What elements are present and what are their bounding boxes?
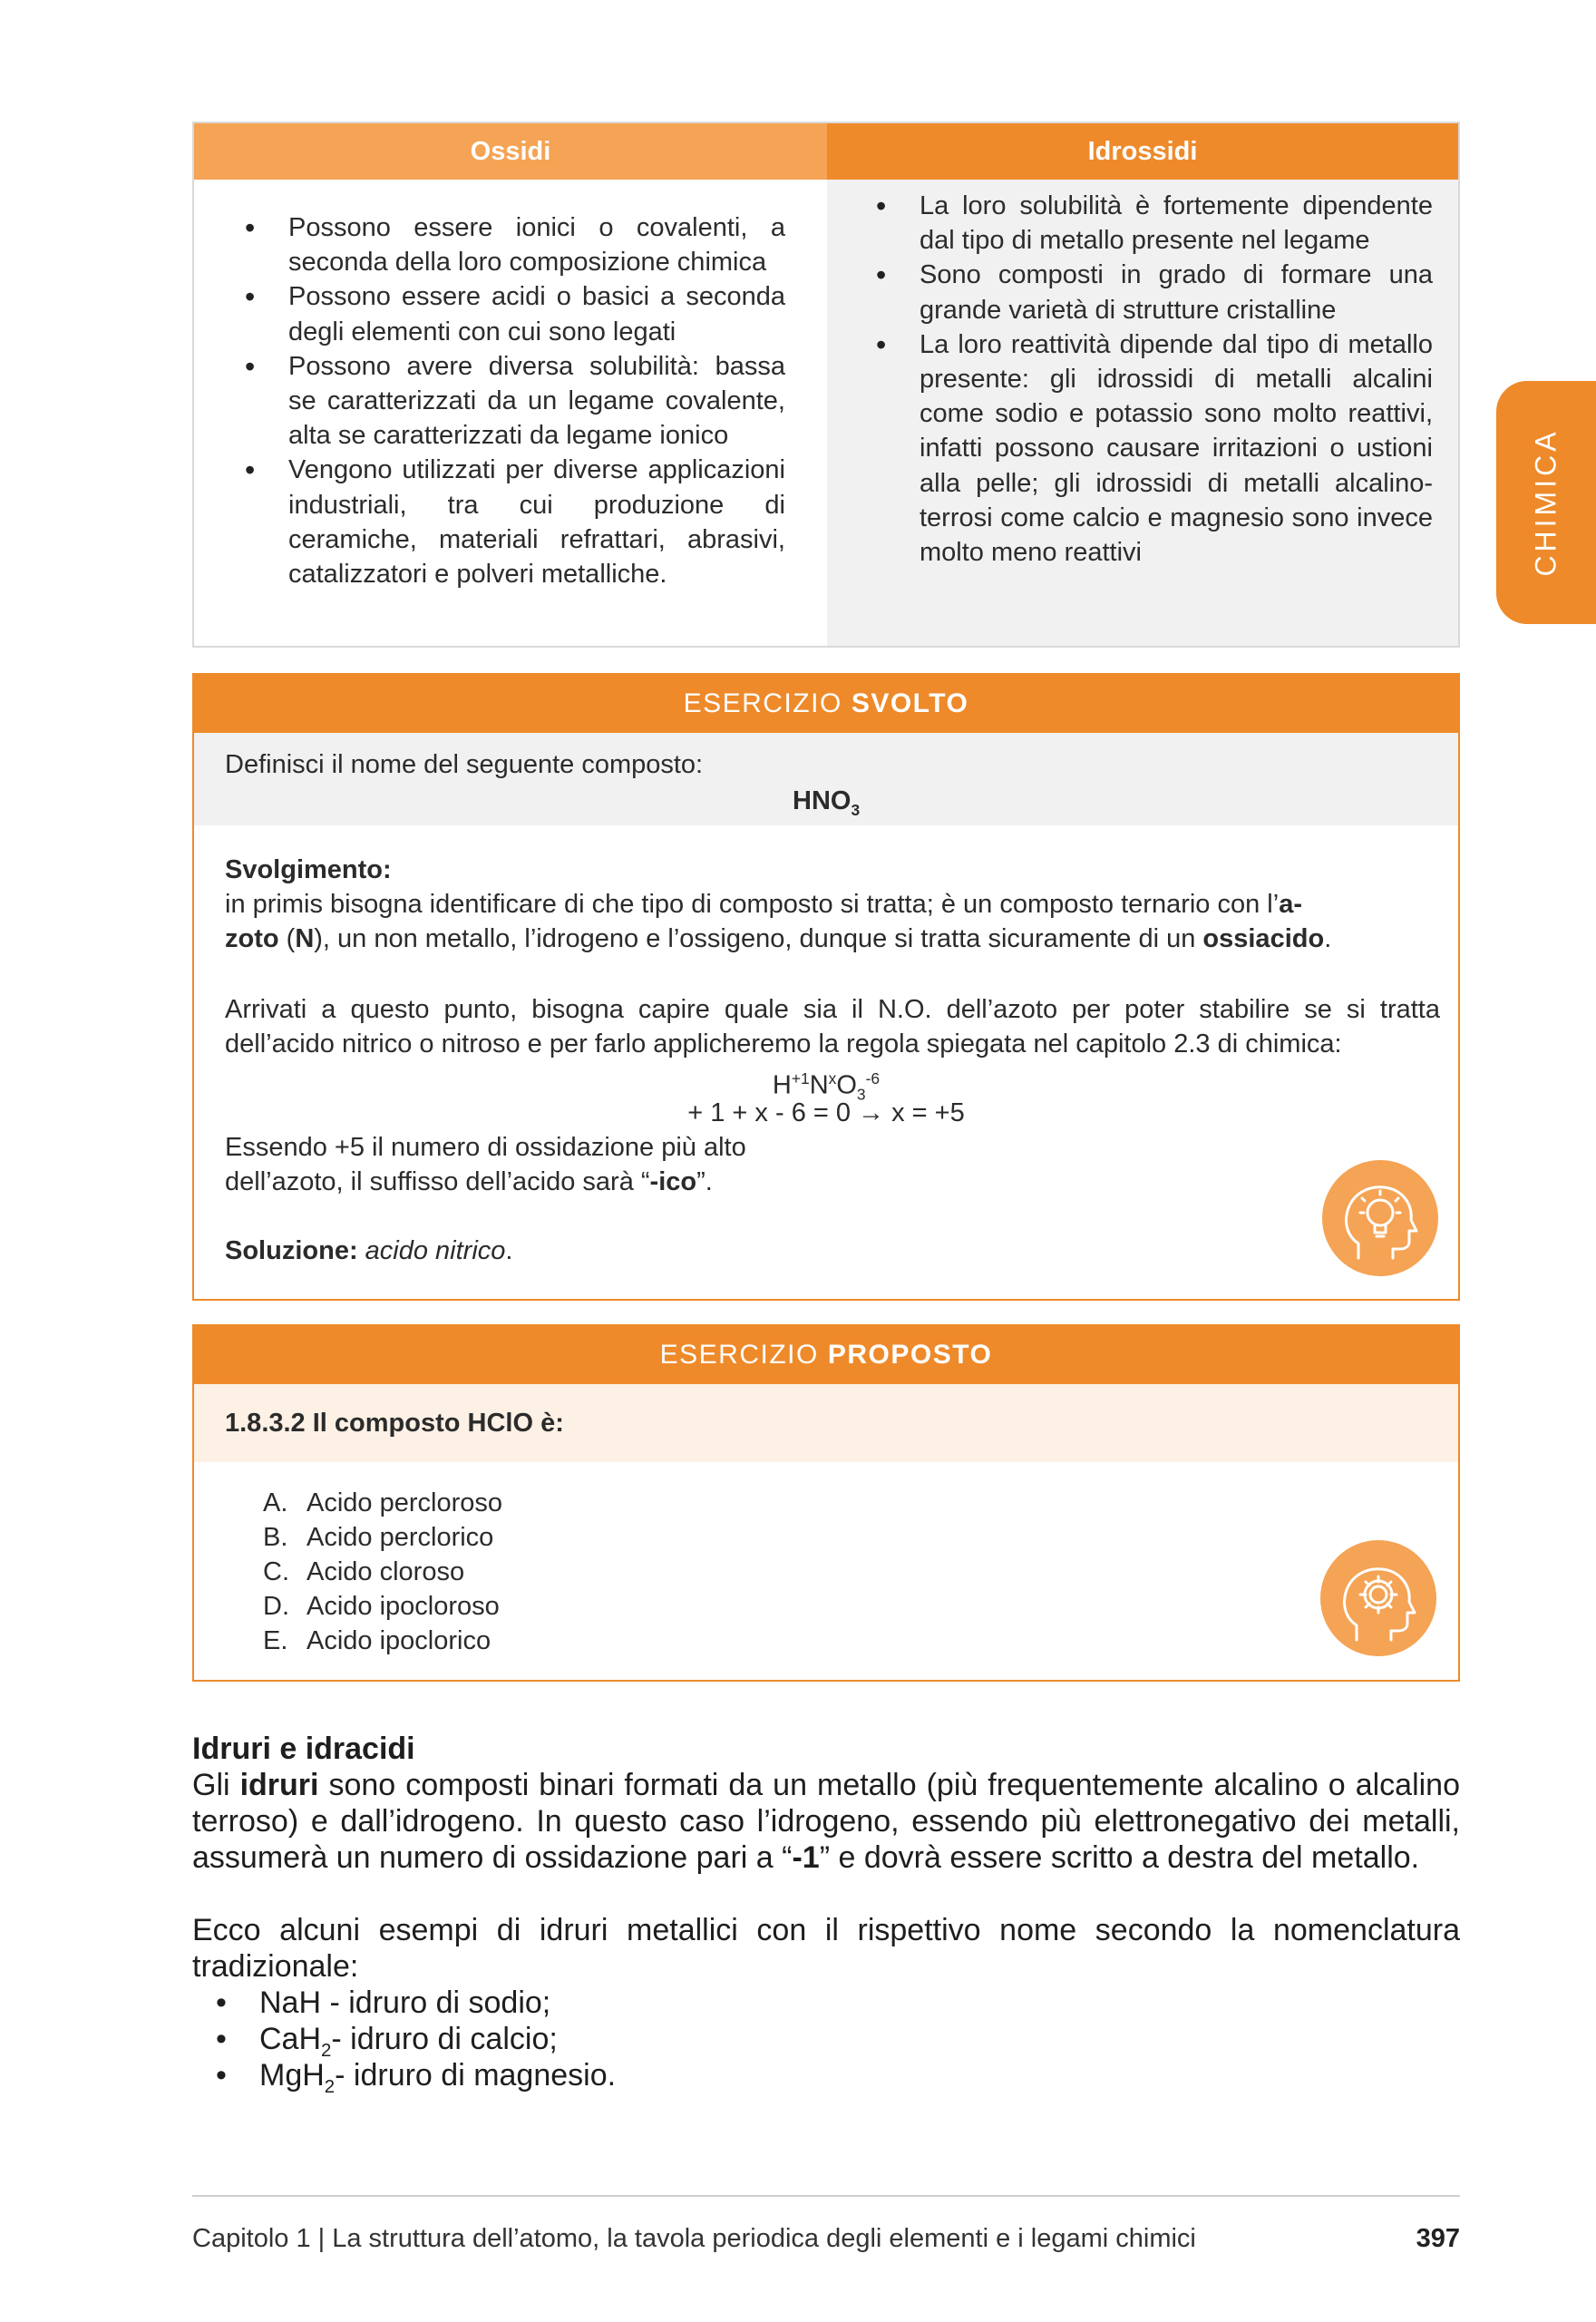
idrossidi-list	[876, 189, 1433, 570]
header-plain: ESERCIZIO	[659, 1340, 819, 1370]
svolgimento-paragraph-1: in primis bisogna identificare di che tipo di composto si tratta; è un composto ternario con l’a- zoto (N), un non metallo, l’idrogeno e l’ossigeno, dunque si tratta sicuramente di un ossiacido.	[225, 890, 1332, 953]
header-bold: PROPOSTO	[827, 1340, 993, 1370]
proposed-exercise-box	[192, 1324, 1460, 1682]
svolgimento-paragraph-2: Arrivati a questo punto, bisogna capire quale sia il N.O. dell’azoto per poter stabilire se si tratta dell’acido nitrico o nitroso e per farlo applicheremo la regola spiegata nel capitolo 2.3 di chimica:	[225, 995, 1440, 1059]
header-plain: ESERCIZIO	[683, 688, 842, 718]
example-item: • MgH$_2$- idruro di magnesio.	[216, 2058, 617, 2097]
gear-head-icon	[1320, 1540, 1436, 1656]
list-item: • Possono essere acidi o basici a seconda degli elementi con cui sono legati	[245, 279, 785, 348]
oxidation-equation: + 1 + x - 6 = 0 → x = +5	[687, 1098, 965, 1127]
solved-exercise-box	[192, 673, 1460, 1301]
conclusion-line-2: dell’azoto, il suffisso dell’acido sarà “-ico”.	[225, 1167, 713, 1196]
section-paragraph-2: Ecco alcuni esempi di idruri metallici con il rispettivo nome secondo la nomenclatura tradizionale:	[192, 1913, 1460, 1984]
exercise-prompt: Definisci il nome del seguente composto:	[225, 750, 704, 779]
header-bold: SVOLTO	[851, 688, 969, 718]
idrossidi-header: Idrossidi	[827, 123, 1458, 180]
list-item: • Sono composti in grado di formare una grande varietà di strutture cristalline	[876, 258, 1433, 327]
idrossidi-column	[827, 123, 1458, 646]
oxidation-formula: $H^{+1}N^xO_3^{-6}$	[772, 1069, 881, 1104]
svolgimento-label: Svolgimento:	[225, 855, 392, 884]
list-item: • La loro reattività dipende dal tipo di metallo presente: gli idrossidi di metalli alcalini come sodio e potassio sono molto reattivi, infatti possono causare irritazioni o ustioni alla pelle; gli idrossidi di metalli alcalino-terrosi come calcio e magnesio sono invece molto meno reattivi	[876, 327, 1433, 570]
list-item: • La loro solubilità è fortemente dipendente dal tipo di metallo presente nel legame	[876, 189, 1433, 258]
comparison-table	[192, 122, 1460, 648]
option-e[interactable]: E. Acido ipoclorico	[263, 1626, 491, 1655]
formula-hno3: $HNO_3$	[793, 786, 861, 819]
footer-divider	[192, 2195, 1460, 2197]
option-c[interactable]: C. Acido cloroso	[263, 1557, 465, 1586]
solution-line: Soluzione: acido nitrico.	[225, 1236, 513, 1265]
option-a[interactable]: A. Acido percloroso	[263, 1488, 502, 1517]
example-item: • NaH - idruro di sodio;	[216, 1985, 551, 2020]
question-text: 1.8.3.2 Il composto HClO è:	[225, 1409, 564, 1438]
option-b[interactable]: B. Acido perclorico	[263, 1523, 494, 1552]
conclusion-line-1: Essendo +5 il numero di ossidazione più alto	[225, 1133, 746, 1162]
ossidi-column	[194, 123, 827, 646]
list-item: • Vengono utilizzati per diverse applicazioni industriali, tra cui produzione di ceramiche, materiali refrattari, abrasivi, catalizzatori e polveri metalliche.	[245, 453, 785, 591]
footer-chapter: Capitolo 1 | La struttura dell’atomo, la tavola periodica degli elementi e i legami chimici	[192, 2224, 1196, 2253]
proposed-exercise-header	[194, 1326, 1458, 1384]
list-item: • Possono essere ionici o covalenti, a seconda della loro composizione chimica	[245, 210, 785, 279]
ossidi-header: Ossidi	[194, 123, 827, 180]
ossidi-list	[245, 210, 785, 591]
list-item: • Possono avere diversa solubilità: bassa se caratterizzati da un legame covalente, alta se caratterizzati da legame ionico	[245, 349, 785, 454]
lightbulb-head-icon	[1322, 1160, 1438, 1276]
option-d[interactable]: D. Acido ipocloroso	[263, 1592, 500, 1621]
solved-exercise-header	[194, 675, 1458, 733]
chapter-side-tab[interactable]	[1496, 381, 1596, 624]
section-title: Idruri e idracidi	[192, 1732, 415, 1766]
example-item: • CaH$_2$- idruro di calcio;	[216, 2022, 558, 2061]
side-tab-label: CHIMICA	[1529, 428, 1562, 577]
page-number: 397	[1416, 2224, 1460, 2253]
section-paragraph-1: Gli idruri sono composti binari formati da un metallo (più frequentemente alcalino o alcalino terroso) e dall’idrogeno. In questo caso l’idrogeno, essendo più elettronegativo dei metalli, assumerà un numero di ossidazione pari a “-1” e dovrà essere scritto a destra del metallo.	[192, 1768, 1460, 1875]
